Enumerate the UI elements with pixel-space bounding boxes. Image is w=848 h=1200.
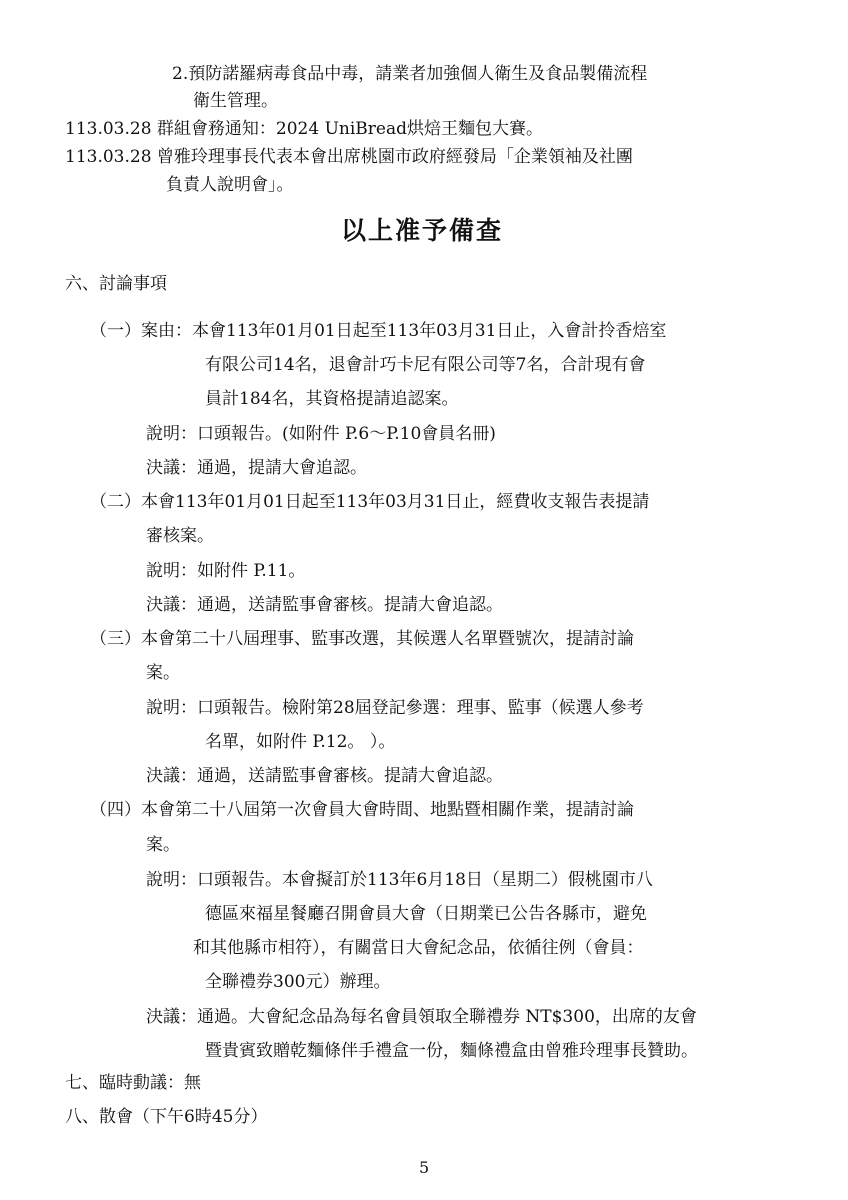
agenda-item-2-line: 審核案。 <box>146 526 214 546</box>
agenda-item-1-line: 有限公司14名，退會計巧卡尼有限公司等7名，合計現有會 <box>205 355 646 375</box>
agenda-item-3-line: 決議：通過，送請監事會審核。提請大會追認。 <box>146 766 503 786</box>
text-line: 衛生管理。 <box>193 91 278 111</box>
text-line: 負責人說明會」。 <box>166 175 294 195</box>
agenda-item-4-line: 案。 <box>146 835 180 855</box>
agenda-item-4-line: 和其他縣市相符），有關當日大會紀念品，依循往例（會員： <box>193 938 644 958</box>
agenda-item-4-line: （四）本會第二十八屆第一次會員大會時間、地點暨相關作業，提請討論 <box>90 800 634 820</box>
agenda-item-3-line: （三）本會第二十八屆理事、監事改選，其候選人名單暨號次，提請討論 <box>90 629 634 649</box>
agenda-item-4-line: 德區來福星餐廳召開會員大會（日期業已公告各縣市，避免 <box>205 904 647 924</box>
log-entry: 113.03.28 曾雅玲理事長代表本會出席桃園市政府經發局「企業領袖及社團 <box>65 147 633 167</box>
agenda-item-3-line: 說明：口頭報告。檢附第28屆登記參選：理事、監事（候選人參考 <box>146 698 644 718</box>
agenda-item-2-line: （二）本會113年01月01日起至113年03月31日止，經費收支報告表提請 <box>90 492 650 512</box>
agenda-item-4-line: 全聯禮券300元）辦理。 <box>205 972 391 992</box>
page-number: 5 <box>419 1158 430 1177</box>
agenda-item-2-line: 說明：如附件 P.11。 <box>146 561 306 581</box>
section-heading: 八、散會（下午6時45分） <box>65 1107 268 1127</box>
agenda-item-4-line: 決議：通過。大會紀念品為每名會員領取全聯禮券 NT$300，出席的友會 <box>146 1007 697 1027</box>
agenda-item-1-line: （一）案由：本會113年01月01日起至113年03月31日止，入會計拎香焙室 <box>90 321 667 341</box>
section-heading: 六、討論事項 <box>65 274 167 294</box>
agenda-item-4-line: 暨貴賓致贈乾麵條伴手禮盒一份，麵條禮盒由曾雅玲理事長贊助。 <box>205 1041 698 1061</box>
agenda-item-2-line: 決議：通過，送請監事會審核。提請大會追認。 <box>146 595 503 615</box>
agenda-item-1-line: 員計184名，其資格提請追認案。 <box>205 389 459 409</box>
agenda-item-1-line: 決議：通過，提請大會追認。 <box>146 458 367 478</box>
agenda-item-1-line: 說明：口頭報告。(如附件 P.6～P.10會員名冊) <box>146 424 496 444</box>
agenda-item-3-line: 名單，如附件 P.12。 ）。 <box>205 732 396 752</box>
log-entry: 113.03.28 群組會務通知：2024 UniBread烘焙王麵包大賽。 <box>65 119 543 139</box>
agenda-item-4-line: 說明：口頭報告。本會擬訂於113年6月18日（星期二）假桃園市八 <box>146 870 653 890</box>
section-title: 以上准予備查 <box>341 216 504 245</box>
section-heading: 七、臨時動議：無 <box>65 1073 201 1093</box>
text-line: 2.預防諾羅病毒食品中毒，請業者加強個人衛生及食品製備流程 <box>172 64 648 84</box>
agenda-item-3-line: 案。 <box>146 663 180 683</box>
